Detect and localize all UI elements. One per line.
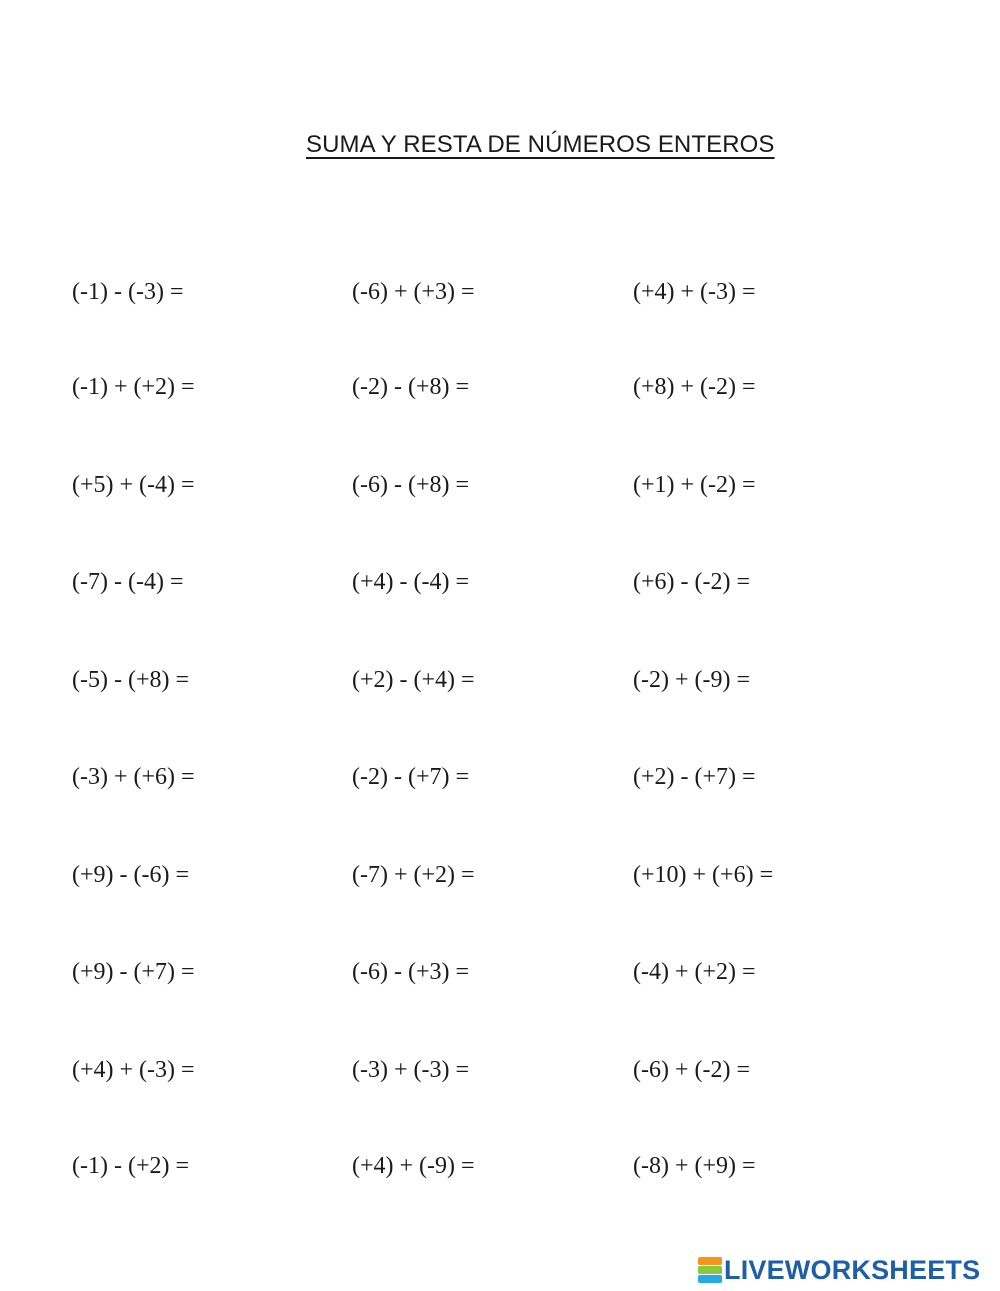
exercise-c3-r9: (-6) + (-2) =: [633, 1057, 751, 1083]
exercise-c2-r10: (+4) + (-9) =: [352, 1153, 475, 1179]
page-title: SUMA Y RESTA DE NÚMEROS ENTEROS: [306, 131, 775, 158]
exercise-c2-r6: (-2) - (+7) =: [352, 764, 470, 790]
exercise-c3-r2: (+8) + (-2) =: [633, 374, 756, 400]
exercise-c1-r1: (-1) - (-3) =: [72, 279, 184, 305]
exercise-c2-r5: (+2) - (+4) =: [352, 667, 475, 693]
exercise-c2-r7: (-7) + (+2) =: [352, 862, 475, 888]
exercise-c2-r9: (-3) + (-3) =: [352, 1057, 470, 1083]
exercise-c2-r4: (+4) - (-4) =: [352, 569, 470, 595]
exercise-c2-r8: (-6) - (+3) =: [352, 959, 470, 985]
exercise-c3-r8: (-4) + (+2) =: [633, 959, 756, 985]
liveworksheets-brand: [698, 1255, 980, 1285]
exercise-c3-r4: (+6) - (-2) =: [633, 569, 751, 595]
exercise-c3-r5: (-2) + (-9) =: [633, 667, 751, 693]
exercise-c3-r7: (+10) + (+6) =: [633, 862, 774, 888]
exercise-c1-r9: (+4) + (-3) =: [72, 1057, 195, 1083]
liveworksheets-logo-icon: [698, 1257, 722, 1283]
exercise-c3-r6: (+2) - (+7) =: [633, 764, 756, 790]
exercise-c1-r4: (-7) - (-4) =: [72, 569, 184, 595]
exercise-c1-r7: (+9) - (-6) =: [72, 862, 190, 888]
exercise-c2-r1: (-6) + (+3) =: [352, 279, 475, 305]
exercise-c3-r10: (-8) + (+9) =: [633, 1153, 756, 1179]
exercise-c2-r2: (-2) - (+8) =: [352, 374, 470, 400]
exercise-c1-r6: (-3) + (+6) =: [72, 764, 195, 790]
exercise-c1-r10: (-1) - (+2) =: [72, 1153, 190, 1179]
exercise-c3-r1: (+4) + (-3) =: [633, 279, 756, 305]
brand-name: LIVEWORKSHEETS: [724, 1254, 981, 1285]
exercise-c1-r2: (-1) + (+2) =: [72, 374, 195, 400]
exercise-c1-r8: (+9) - (+7) =: [72, 959, 195, 985]
exercise-c1-r3: (+5) + (-4) =: [72, 472, 195, 498]
exercise-c3-r3: (+1) + (-2) =: [633, 472, 756, 498]
exercise-c1-r5: (-5) - (+8) =: [72, 667, 190, 693]
exercise-c2-r3: (-6) - (+8) =: [352, 472, 470, 498]
